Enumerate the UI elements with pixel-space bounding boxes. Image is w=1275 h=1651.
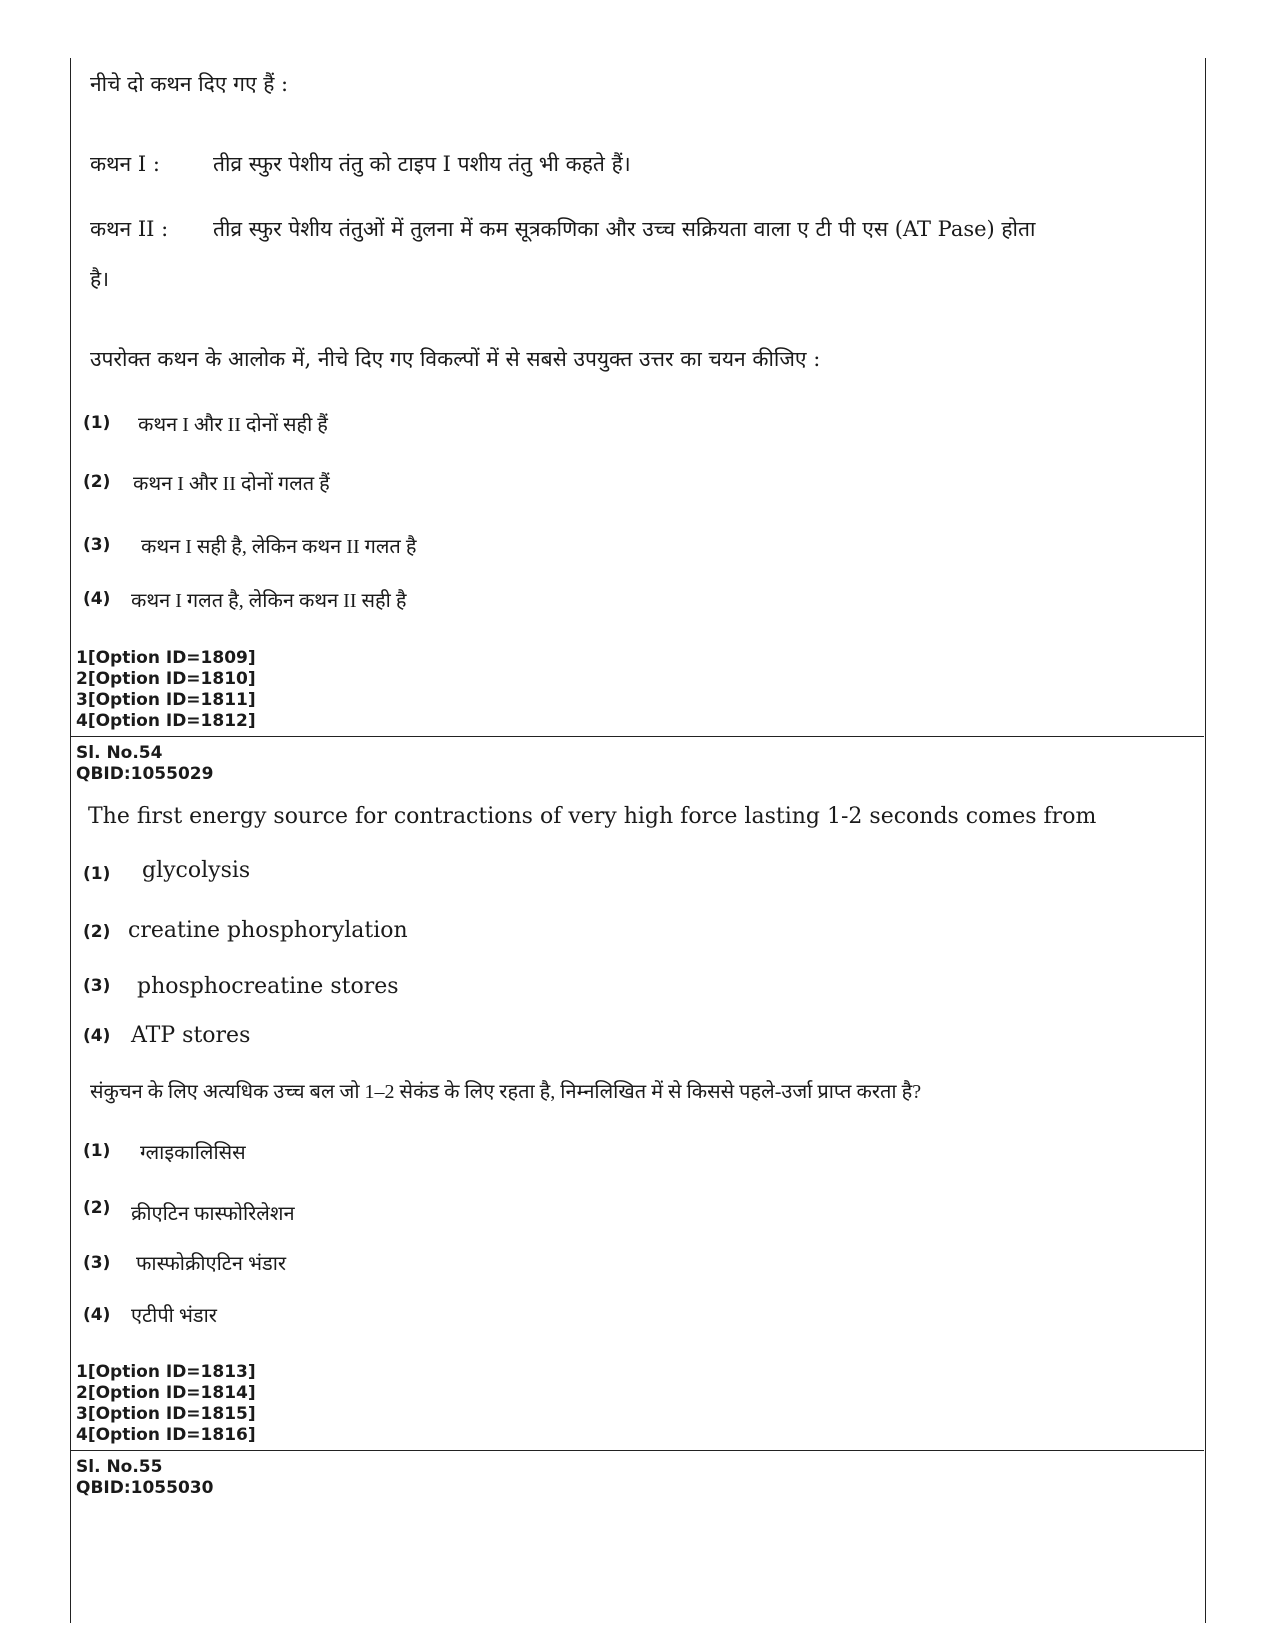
option-id: 4[Option ID=1816]: [76, 1425, 256, 1445]
option-number: (2): [83, 1198, 111, 1218]
option-id: 1[Option ID=1809]: [76, 648, 256, 668]
option-id: 2[Option ID=1814]: [76, 1383, 256, 1403]
question-divider: [70, 1450, 1204, 1451]
option-text: फास्फोक्रीएटिन भंडार: [136, 1253, 287, 1275]
statement-1-label: कथन I :: [90, 152, 160, 176]
question-prompt: उपरोक्त कथन के आलोक में, नीचे दिए गए विकल्पों में से सबसे उपयुक्त उत्तर का चयन कीजिए :: [90, 347, 821, 371]
option-text: एटीपी भंडार: [131, 1305, 217, 1327]
option-number: (3): [83, 976, 111, 996]
option-text: phosphocreatine stores: [137, 974, 399, 999]
statement-1-text: तीव्र स्फुर पेशीय तंतु को टाइप I पशीय तंतु भी कहते हैं।: [213, 152, 631, 176]
question-text-hindi: संकुचन के लिए अत्यधिक उच्च बल जो 1–2 सेकंड के लिए रहता है, निम्नलिखित में से किससे पहले-उर्जा प्राप्त करता है?: [90, 1081, 922, 1103]
option-text: glycolysis: [142, 858, 251, 883]
option-id-list: [76, 648, 256, 732]
option-id: 3[Option ID=1811]: [76, 690, 256, 710]
option-number: (4): [83, 1026, 111, 1046]
question-header: [76, 1457, 213, 1499]
option-id: 1[Option ID=1813]: [76, 1362, 256, 1382]
option-number: (1): [83, 1141, 111, 1161]
statements-intro: नीचे दो कथन दिए गए हैं :: [90, 72, 289, 96]
option-number: (3): [83, 1253, 111, 1273]
option-text: कथन I गलत है, लेकिन कथन II सही है: [131, 590, 407, 612]
qbid: QBID:1055030: [76, 1478, 214, 1498]
option-id-list: [76, 1362, 256, 1446]
option-id: 2[Option ID=1810]: [76, 669, 256, 689]
option-text: कथन I और II दोनों गलत हैं: [133, 473, 330, 495]
option-number: (2): [83, 922, 111, 942]
option-id: 3[Option ID=1815]: [76, 1404, 256, 1424]
question-text-english: The first energy source for contractions of very high force lasting 1-2 seconds comes from: [88, 804, 1097, 829]
serial-number: Sl. No.54: [76, 743, 163, 763]
option-number: (4): [83, 1305, 111, 1325]
option-number: (2): [83, 472, 111, 492]
question-divider: [70, 736, 1204, 737]
option-number: (1): [83, 864, 111, 884]
serial-number: Sl. No.55: [76, 1457, 163, 1477]
statement-2-label: कथन II :: [90, 217, 169, 241]
option-text: कथन I सही है, लेकिन कथन II गलत है: [141, 536, 417, 558]
option-id: 4[Option ID=1812]: [76, 711, 256, 731]
option-number: (3): [83, 535, 111, 555]
option-text: क्रीएटिन फास्फोरिलेशन: [131, 1203, 295, 1225]
option-number: (4): [83, 589, 111, 609]
option-text: creatine phosphorylation: [128, 918, 408, 943]
option-text: कथन I और II दोनों सही हैं: [138, 414, 328, 436]
option-number: (1): [83, 413, 111, 433]
statement-2-continued: है।: [90, 267, 110, 291]
option-text: ATP stores: [131, 1023, 251, 1048]
qbid: QBID:1055029: [76, 764, 214, 784]
statement-2-text: तीव्र स्फुर पेशीय तंतुओं में तुलना में कम सूत्रकणिका और उच्च सक्रियता वाला ए टी पी एस (AT Pase) होता: [213, 217, 1036, 241]
question-header: [76, 743, 213, 785]
option-text: ग्लाइकालिसिस: [140, 1142, 246, 1164]
